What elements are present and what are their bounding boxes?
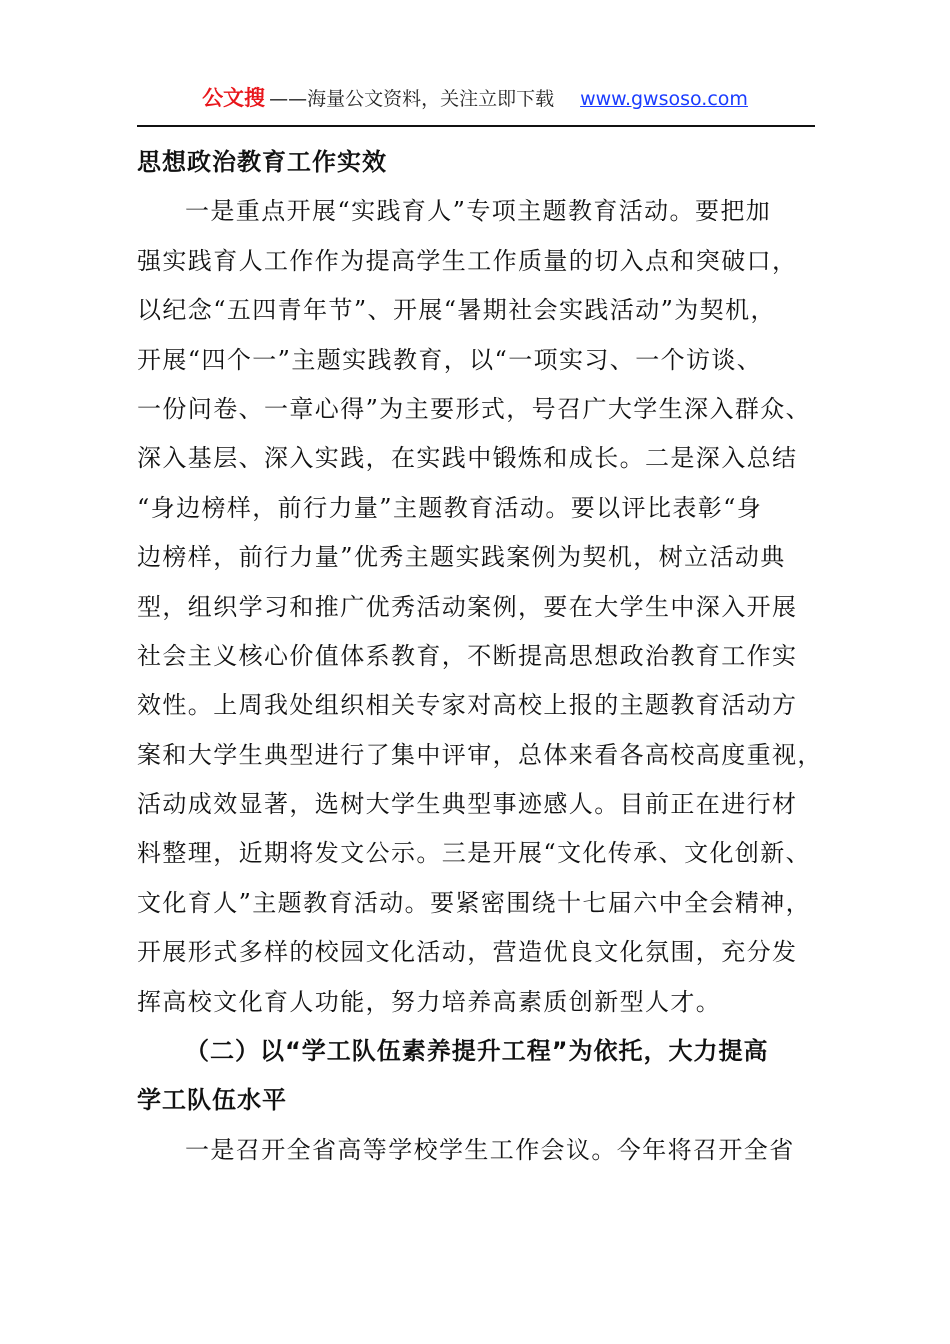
paragraph-line: 型，组织学习和推广优秀活动案例，要在大学生中深入开展 bbox=[137, 592, 798, 621]
paragraph-line: 边榜样，前行力量”优秀主题实践案例为契机，树立活动典 bbox=[137, 543, 786, 572]
paragraph-line: 文化育人”主题教育活动。要紧密围绕十七届六中全会精神， bbox=[137, 888, 812, 917]
paragraph-line: 案和大学生典型进行了集中评审，总体来看各高校高度重视， bbox=[137, 740, 823, 769]
brand-logo-text: 公文搜 bbox=[202, 86, 266, 110]
document-body bbox=[137, 138, 827, 1175]
paragraph-line: “身边榜样，前行力量”主题教育活动。要以评比表彰“身 bbox=[137, 493, 763, 522]
site-link[interactable]: www.gwsoso.com bbox=[580, 88, 748, 110]
paragraph-line: 深入基层、深入实践，在实践中锻炼和成长。二是深入总结 bbox=[137, 444, 798, 473]
paragraph-line: 强实践育人工作作为提高学生工作质量的切入点和突破口， bbox=[137, 246, 798, 275]
paragraph-line: 一份问卷、一章心得”为主要形式，号召广大学生深入群众、 bbox=[137, 394, 812, 423]
section-heading: 学工队伍水平 bbox=[137, 1086, 287, 1115]
paragraph-line: 一是重点开展“实践育人”专项主题教育活动。要把加 bbox=[185, 197, 772, 226]
paragraph-line: 以纪念“五四青年节”、开展“暑期社会实践活动”为契机， bbox=[137, 296, 776, 325]
page-header bbox=[0, 80, 950, 116]
paragraph-line: 一是召开全省高等学校学生工作会议。今年将召开全省 bbox=[185, 1135, 795, 1164]
paragraph-line: 社会主义核心价值体系教育，不断提高思想政治教育工作实 bbox=[137, 641, 798, 670]
paragraph-line: 活动成效显著，选树大学生典型事迹感人。目前正在进行材 bbox=[137, 790, 798, 819]
paragraph-line: 开展“四个一”主题实践教育，以“一项实习、一个访谈、 bbox=[137, 345, 763, 374]
paragraph-line: 效性。上周我处组织相关专家对高校上报的主题教育活动方 bbox=[137, 691, 798, 720]
section-heading-continued: 思想政治教育工作实效 bbox=[137, 148, 387, 176]
paragraph-line: 开展形式多样的校园文化活动，营造优良文化氛围，充分发 bbox=[137, 938, 798, 967]
paragraph-line: 料整理，近期将发文公示。三是开展“文化传承、文化创新、 bbox=[137, 839, 812, 868]
header-divider bbox=[137, 125, 815, 127]
section-heading: （二）以“学工队伍素养提升工程”为依托，大力提高 bbox=[185, 1037, 769, 1066]
header-slogan: ——海量公文资料，关注立即下载 bbox=[269, 88, 555, 110]
paragraph-line: 挥高校文化育人功能，努力培养高素质创新型人才。 bbox=[137, 987, 722, 1016]
